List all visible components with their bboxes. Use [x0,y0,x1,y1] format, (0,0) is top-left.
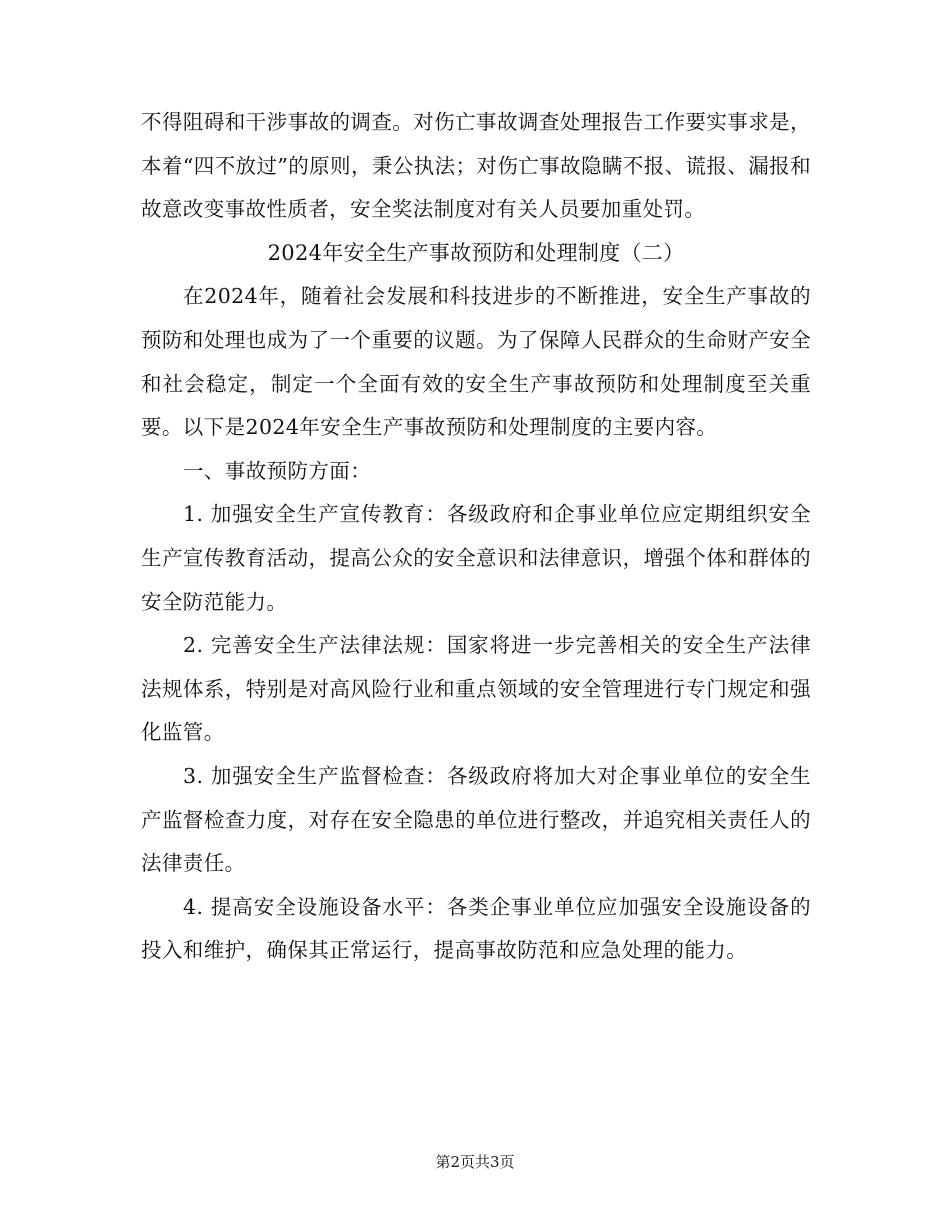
document-body [141,101,811,973]
subheading-prevention: 一、事故预防方面： [183,458,372,483]
list-item: 1. 加强安全生产宣传教育：各级政府和企事业单位应定期组织安全生产宣传教育活动，提高公众的安全意识和法律意识，增强个体和群体的安全防范能力。 [141,502,811,614]
list-item: 2. 完善安全生产法律法规：国家将进一步完善相关的安全生产法律法规体系，特别是对高风险行业和重点领域的安全管理进行专门规定和强化监管。 [141,633,811,745]
intro-paragraph: 在2024年，随着社会发展和科技进步的不断推进，安全生产事故的预防和处理也成为了一个重要的议题。为了保障人民群众的生命财产安全和社会稳定，制定一个全面有效的安全生产事故预防和处理制度至关重要。以下是2024年安全生产事故预防和处理制度的主要内容。 [141,284,811,440]
list-item: 4. 提高安全设施设备水平：各类企事业单位应加强安全设施设备的投入和维护，确保其正常运行，提高事故防范和应急处理的能力。 [141,894,811,963]
section-title: 2024年安全生产事故预防和处理制度（二） [267,240,685,265]
list-item: 3. 加强安全生产监督检查：各级政府将加大对企事业单位的安全生产监督检查力度，对存在安全隐患的单位进行整改，并追究相关责任人的法律责任。 [141,763,811,876]
paragraph-continuation: 不得阻碍和干涉事故的调查。对伤亡事故调查处理报告工作要实事求是，本着“四不放过”的原则，秉公执法；对伤亡事故隐瞒不报、谎报、漏报和故意改变事故性质者，安全奖法制度对有关人员要加重处罚。 [141,110,811,222]
page-number: 第2页共3页 [435,1153,515,1171]
